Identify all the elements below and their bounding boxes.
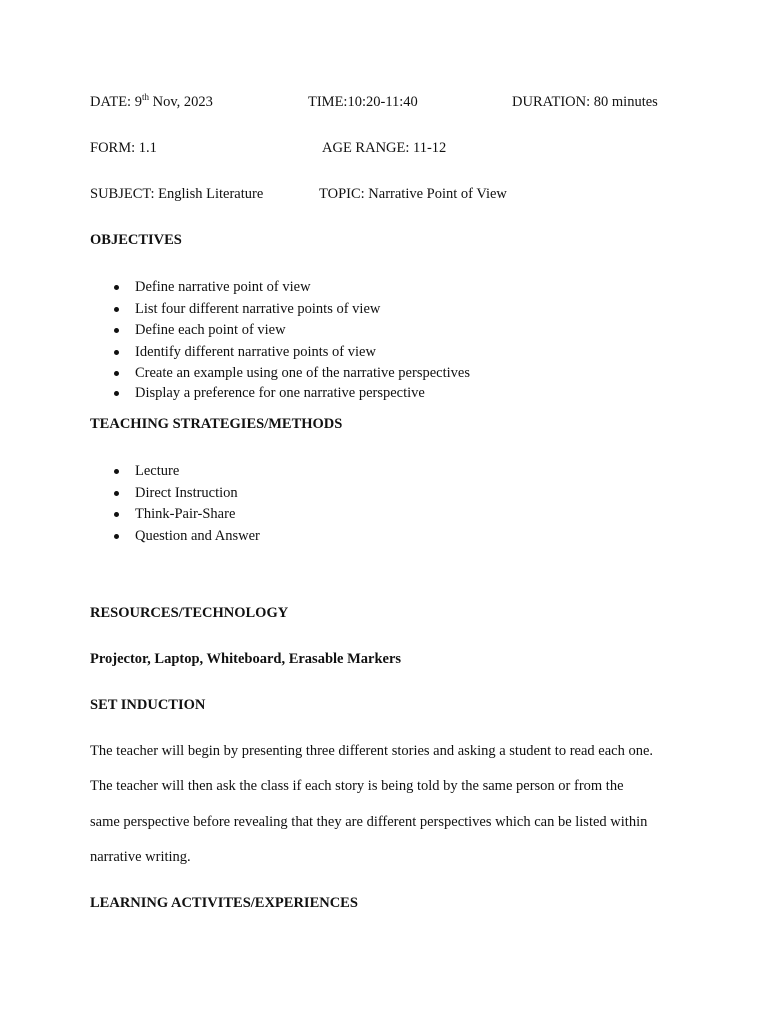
- list-item: Display a preference for one narrative perspective: [90, 384, 470, 404]
- objectives-heading: OBJECTIVES: [90, 232, 182, 248]
- set-induction-line: The teacher will then ask the class if each story is being told by the same person or from the: [90, 778, 624, 794]
- set-induction-heading: SET INDUCTION: [90, 697, 206, 713]
- form-field: FORM: 1.1: [90, 140, 157, 156]
- bullet-icon: [114, 491, 119, 496]
- list-item: Question and Answer: [90, 527, 260, 549]
- bullet-icon: [114, 512, 119, 517]
- bullet-icon: [114, 391, 119, 396]
- age-range-field: AGE RANGE: 11-12: [322, 140, 447, 156]
- set-induction-line: same perspective before revealing that they are different perspectives which can be listed within: [90, 814, 648, 830]
- date-field: [90, 93, 213, 111]
- duration-field: DURATION: 80 minutes: [512, 94, 658, 110]
- topic-field: TOPIC: Narrative Point of View: [319, 186, 507, 202]
- list-item: Direct Instruction: [90, 484, 260, 506]
- bullet-icon: [114, 469, 119, 474]
- bullet-icon: [114, 285, 119, 290]
- objectives-list: [90, 278, 470, 404]
- date-superscript: th: [141, 92, 149, 102]
- resources-heading: RESOURCES/TECHNOLOGY: [90, 605, 289, 621]
- bullet-icon: [114, 534, 119, 539]
- list-item: Think-Pair-Share: [90, 505, 260, 527]
- bullet-icon: [114, 328, 119, 333]
- list-item: Identify different narrative points of view: [90, 343, 470, 365]
- bullet-icon: [114, 307, 119, 312]
- date-label: DATE: 9: [90, 94, 142, 110]
- list-item: Define each point of view: [90, 321, 470, 343]
- resources-text: Projector, Laptop, Whiteboard, Erasable Markers: [90, 651, 402, 667]
- learning-heading: LEARNING ACTIVITES/EXPERIENCES: [90, 895, 358, 911]
- strategies-list: [90, 462, 260, 548]
- bullet-icon: [114, 371, 119, 376]
- list-item: List four different narrative points of view: [90, 300, 470, 322]
- list-item: Create an example using one of the narrative perspectives: [90, 364, 470, 384]
- set-induction-line: The teacher will begin by presenting three different stories and asking a student to read each one.: [90, 743, 654, 759]
- strategies-heading: TEACHING STRATEGIES/METHODS: [90, 416, 343, 432]
- set-induction-line: narrative writing.: [90, 849, 191, 865]
- list-item: Lecture: [90, 462, 260, 484]
- bullet-icon: [114, 350, 119, 355]
- date-rest: Nov, 2023: [148, 94, 213, 110]
- time-field: TIME:10:20-11:40: [308, 94, 418, 110]
- subject-field: SUBJECT: English Literature: [90, 186, 264, 202]
- list-item: Define narrative point of view: [90, 278, 470, 300]
